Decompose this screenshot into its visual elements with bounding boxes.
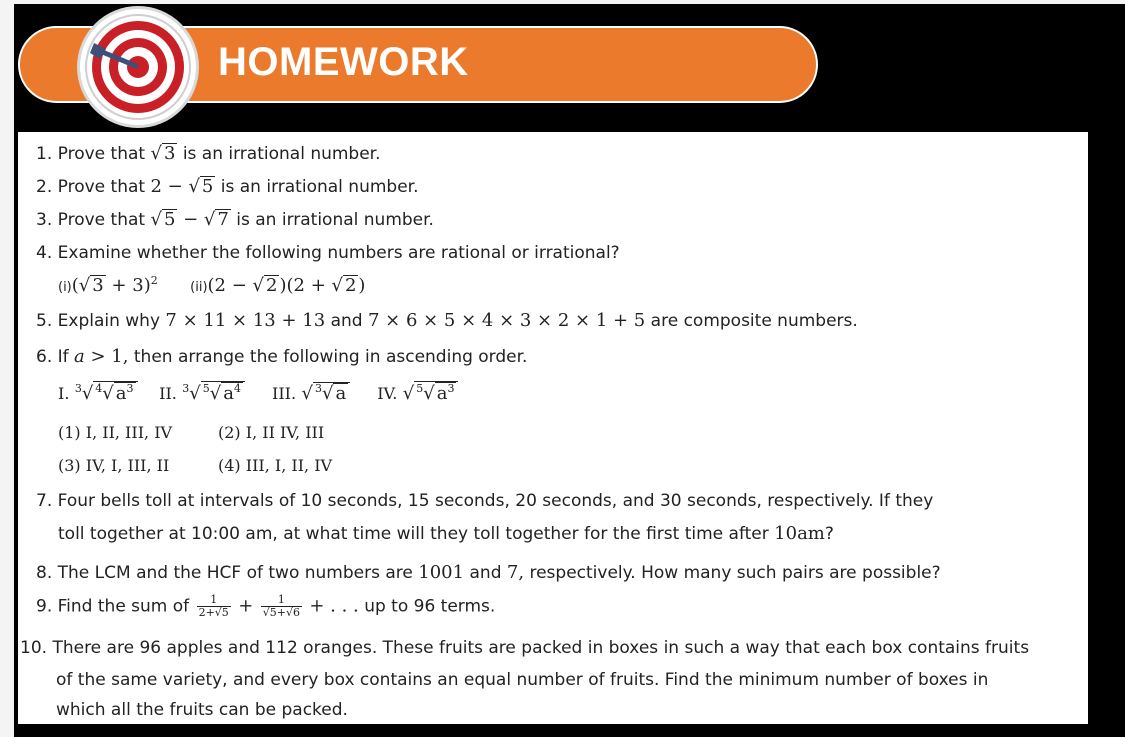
choice-4: (4) III, I, II, IV (218, 456, 333, 475)
question-7-line2: toll together at 10:00 am, at what time will they toll together for the first time after 10am? (58, 523, 834, 544)
question-2: 2. Prove that 2 − √ 5 is an irrational number. (36, 176, 419, 197)
target-icon (80, 9, 196, 125)
frame-top (0, 0, 1125, 4)
question-3: 3. Prove that √ 5 − √ 7 is an irrational number. (36, 209, 434, 230)
question-6: 6. If a > 1, then arrange the following in ascending order. (36, 346, 528, 367)
question-5: 5. Explain why 7 × 11 × 13 + 13 and 7 × 6 × 5 × 4 × 3 × 2 × 1 + 5 are composite numbers. (36, 310, 858, 331)
question-4-options: (i)(√ 3 + 3)$^2$ (ii)(2 − √ 2 )(2 + √ 2 ) (58, 274, 366, 296)
question-10-line2: of the same variety, and every box contains an equal number of fruits. Find the minimum number of boxes in (56, 670, 989, 690)
question-7: 7. Four bells toll at intervals of 10 seconds, 15 seconds, 20 seconds, and 30 seconds, respectively. If they (36, 491, 934, 511)
question-10: 10. There are 96 apples and 112 oranges. These fruits are packed in boxes in such a way that each box contains fruits (20, 638, 1030, 658)
choice-3: (3) IV, I, III, II (58, 456, 170, 475)
question-1: 1. Prove that √ 3 is an irrational number. (36, 143, 381, 164)
question-8: 8. The LCM and the HCF of two numbers are 1001 and 7, respectively. How many such pairs are possible? (36, 562, 941, 583)
question-4: 4. Examine whether the following numbers are rational or irrational? (36, 243, 620, 263)
question-10-line3: which all the fruits can be packed. (56, 700, 348, 720)
banner-title: HOMEWORK (218, 40, 469, 84)
choice-2: (2) I, II IV, III (218, 423, 325, 442)
question-6-items: I. $^3$√ $^4$√ $a^3$ II. $^3$√ $^5$√ $a^4$ III. √ $^3$√ a IV. √ $^5$√ $a^3$ (58, 381, 458, 404)
question-9: 9. Find the sum of $\frac{1}{2+√5}$ + $\frac{1}{√5+√6}$ + . . . up to 96 terms. (36, 593, 496, 620)
choice-1: (1) I, II, III, IV (58, 423, 173, 442)
frame-left (0, 0, 14, 737)
